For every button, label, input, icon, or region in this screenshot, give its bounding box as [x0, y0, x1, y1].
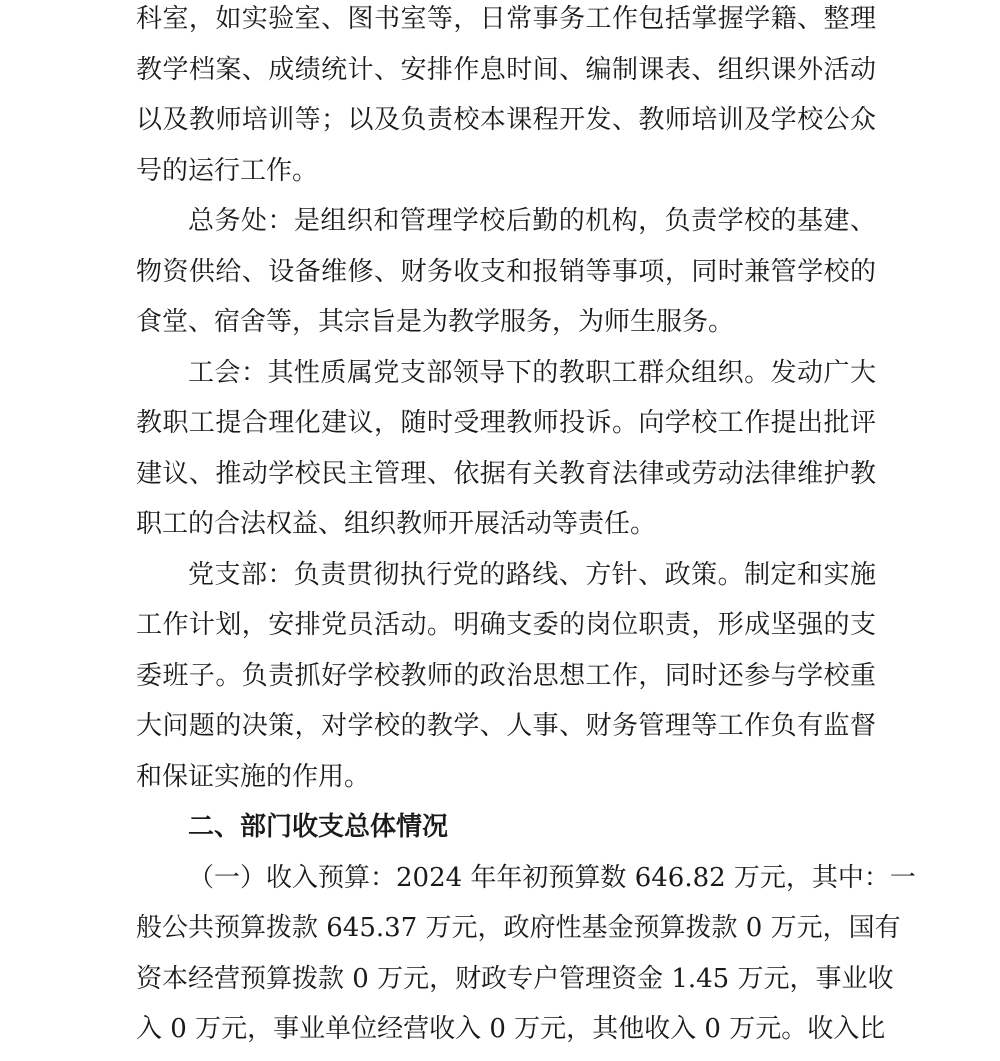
text-line: 职工的合法权益、组织教师开展活动等责任。 — [136, 509, 657, 539]
section-heading: 二、部门收支总体情况 — [188, 812, 449, 842]
paragraph-start-line: 工会：其性质属党支部领导下的教职工群众组织。发动广大 — [188, 357, 876, 388]
paragraph-start-line: （一）收入预算：2024 年年初预算数 646.82 万元，其中：一 — [188, 862, 916, 893]
text-line: 建议、推动学校民主管理、依据有关教育法律或劳动法律维护教 — [136, 458, 876, 489]
text-line: 教职工提合理化建议，随时受理教师投诉。向学校工作提出批评 — [136, 408, 876, 438]
text-line: 和保证实施的作用。 — [136, 761, 371, 792]
text-line: 般公共预算拨款 645.37 万元，政府性基金预算拨款 0 万元，国有 — [136, 913, 901, 943]
text-line: 工作计划，安排党员活动。明确支委的岗位职责，形成坚强的支 — [136, 610, 876, 640]
text-line: 入 0 万元，事业单位经营收入 0 万元，其他收入 0 万元。收入比 — [136, 1014, 886, 1044]
text-line: 号的运行工作。 — [136, 155, 319, 186]
text-line: 物资供给、设备维修、财务收支和报销等事项，同时兼管学校的 — [136, 256, 876, 287]
text-line: 以及教师培训等；以及负责校本课程开发、教师培训及学校公众 — [136, 105, 876, 135]
text-line: 大问题的决策，对学校的教学、人事、财务管理等工作负有监督 — [136, 711, 876, 741]
text-line: 科室，如实验室、图书室等，日常事务工作包括掌握学籍、整理 — [136, 4, 876, 34]
paragraph-start-line: 总务处：是组织和管理学校后勤的机构，负责学校的基建、 — [188, 206, 876, 236]
text-line: 教学档案、成绩统计、安排作息时间、编制课表、组织课外活动 — [136, 54, 876, 85]
text-line: 资本经营预算拨款 0 万元，财政专户管理资金 1.45 万元，事业收 — [136, 963, 894, 994]
text-line: 委班子。负责抓好学校教师的政治思想工作，同时还参与学校重 — [136, 660, 876, 691]
document-page — [136, 0, 916, 1061]
text-line: 食堂、宿舍等，其宗旨是为教学服务，为师生服务。 — [136, 307, 735, 337]
paragraph-start-line: 党支部：负责贯彻执行党的路线、方针、政策。制定和实施 — [188, 559, 876, 590]
